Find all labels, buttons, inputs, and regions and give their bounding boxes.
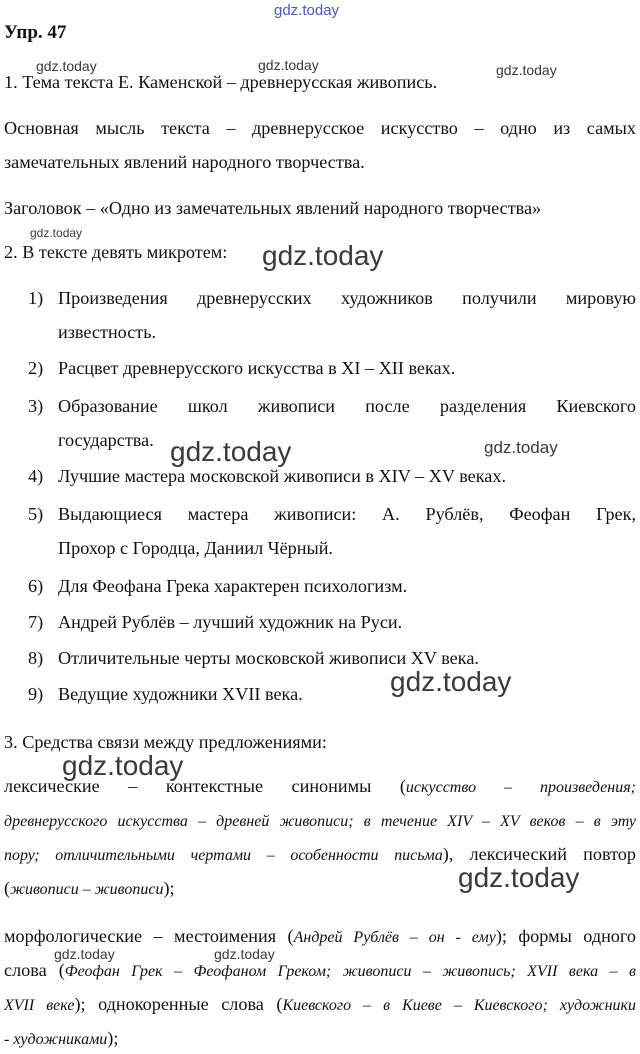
- list-item-continuation: известность.: [58, 322, 157, 342]
- list-item: 4) Лучшие мастера московской живописи в XIV – XV веках.: [28, 466, 507, 486]
- watermark: gdz.today: [30, 226, 83, 240]
- watermark: gdz.today: [258, 57, 319, 73]
- watermark: gdz.today: [214, 946, 275, 962]
- list-item: 3) Образование школ живописи после разделения Киевского: [28, 396, 636, 416]
- list-item: 5) Выдающиеся мастера живописи: А. Рублёв, Феофан Грек,: [28, 504, 636, 524]
- morph-line2: слова (Феофан Грек – Феофаном Греком; живописи – живопись; XVII века – в: [4, 960, 636, 980]
- list-item: 7) Андрей Рублёв – лучший художник на Руси.: [28, 612, 403, 632]
- list-item: 6) Для Феофана Грека характерен психологизм.: [28, 576, 408, 596]
- exercise-title: Упр. 47: [4, 22, 67, 43]
- paragraph-main-idea-line2: замечательных явлений народного творчества.: [4, 152, 365, 172]
- watermark: gdz.today: [262, 240, 384, 271]
- watermark: gdz.today: [484, 438, 558, 457]
- list-item-continuation: Прохор с Городца, Даниил Чёрный.: [58, 538, 333, 558]
- watermark: gdz.today: [274, 2, 340, 19]
- list-item: 2) Расцвет древнерусского искусства в XI – XII веках.: [28, 358, 456, 378]
- watermark: gdz.today: [54, 946, 115, 962]
- morph-line1: морфологические – местоимения (Андрей Рублёв – он - ему); формы одного: [4, 926, 636, 946]
- watermark: gdz.today: [458, 862, 580, 893]
- watermark: gdz.today: [170, 436, 292, 467]
- paragraph-microtopics: 2. В тексте девять микротем:: [4, 242, 228, 262]
- watermark: gdz.today: [496, 62, 557, 78]
- morph-line3: XVII веке); однокоренные слова (Киевского – в Киеве – Киевского; художники: [4, 994, 636, 1014]
- watermark: gdz.today: [36, 58, 97, 74]
- paragraph-connections: 3. Средства связи между предложениями:: [4, 732, 327, 752]
- list-item: 8) Отличительные черты московской живописи XV века.: [28, 648, 479, 668]
- watermark: gdz.today: [62, 750, 184, 781]
- lexical-line2: древнерусского искусства – древней живописи; в течение XIV – XV веков – в эту: [4, 813, 636, 830]
- list-item: 1) Произведения древнерусских художников получили мировую: [28, 288, 636, 308]
- paragraph-heading: Заголовок – «Одно из замечательных явлений народного творчества»: [4, 198, 542, 218]
- lexical-line4: (живописи – живописи);: [4, 878, 175, 898]
- lexical-line3: пору; отличительными чертами – особенности письма), лексический повтор: [4, 844, 636, 864]
- list-item-continuation: государства.: [58, 430, 154, 450]
- paragraph-main-idea-line1: Основная мысль текста – древнерусское искусство – одно из самых: [4, 118, 636, 138]
- morph-line4: - художниками);: [4, 1028, 119, 1048]
- lexical-line1: лексические – контекстные синонимы (искусство – произведения;: [4, 776, 636, 796]
- list-item: 9) Ведущие художники XVII века.: [28, 684, 303, 704]
- watermark: gdz.today: [390, 666, 512, 697]
- paragraph-topic: 1. Тема текста Е. Каменской – древнерусская живопись.: [4, 72, 438, 92]
